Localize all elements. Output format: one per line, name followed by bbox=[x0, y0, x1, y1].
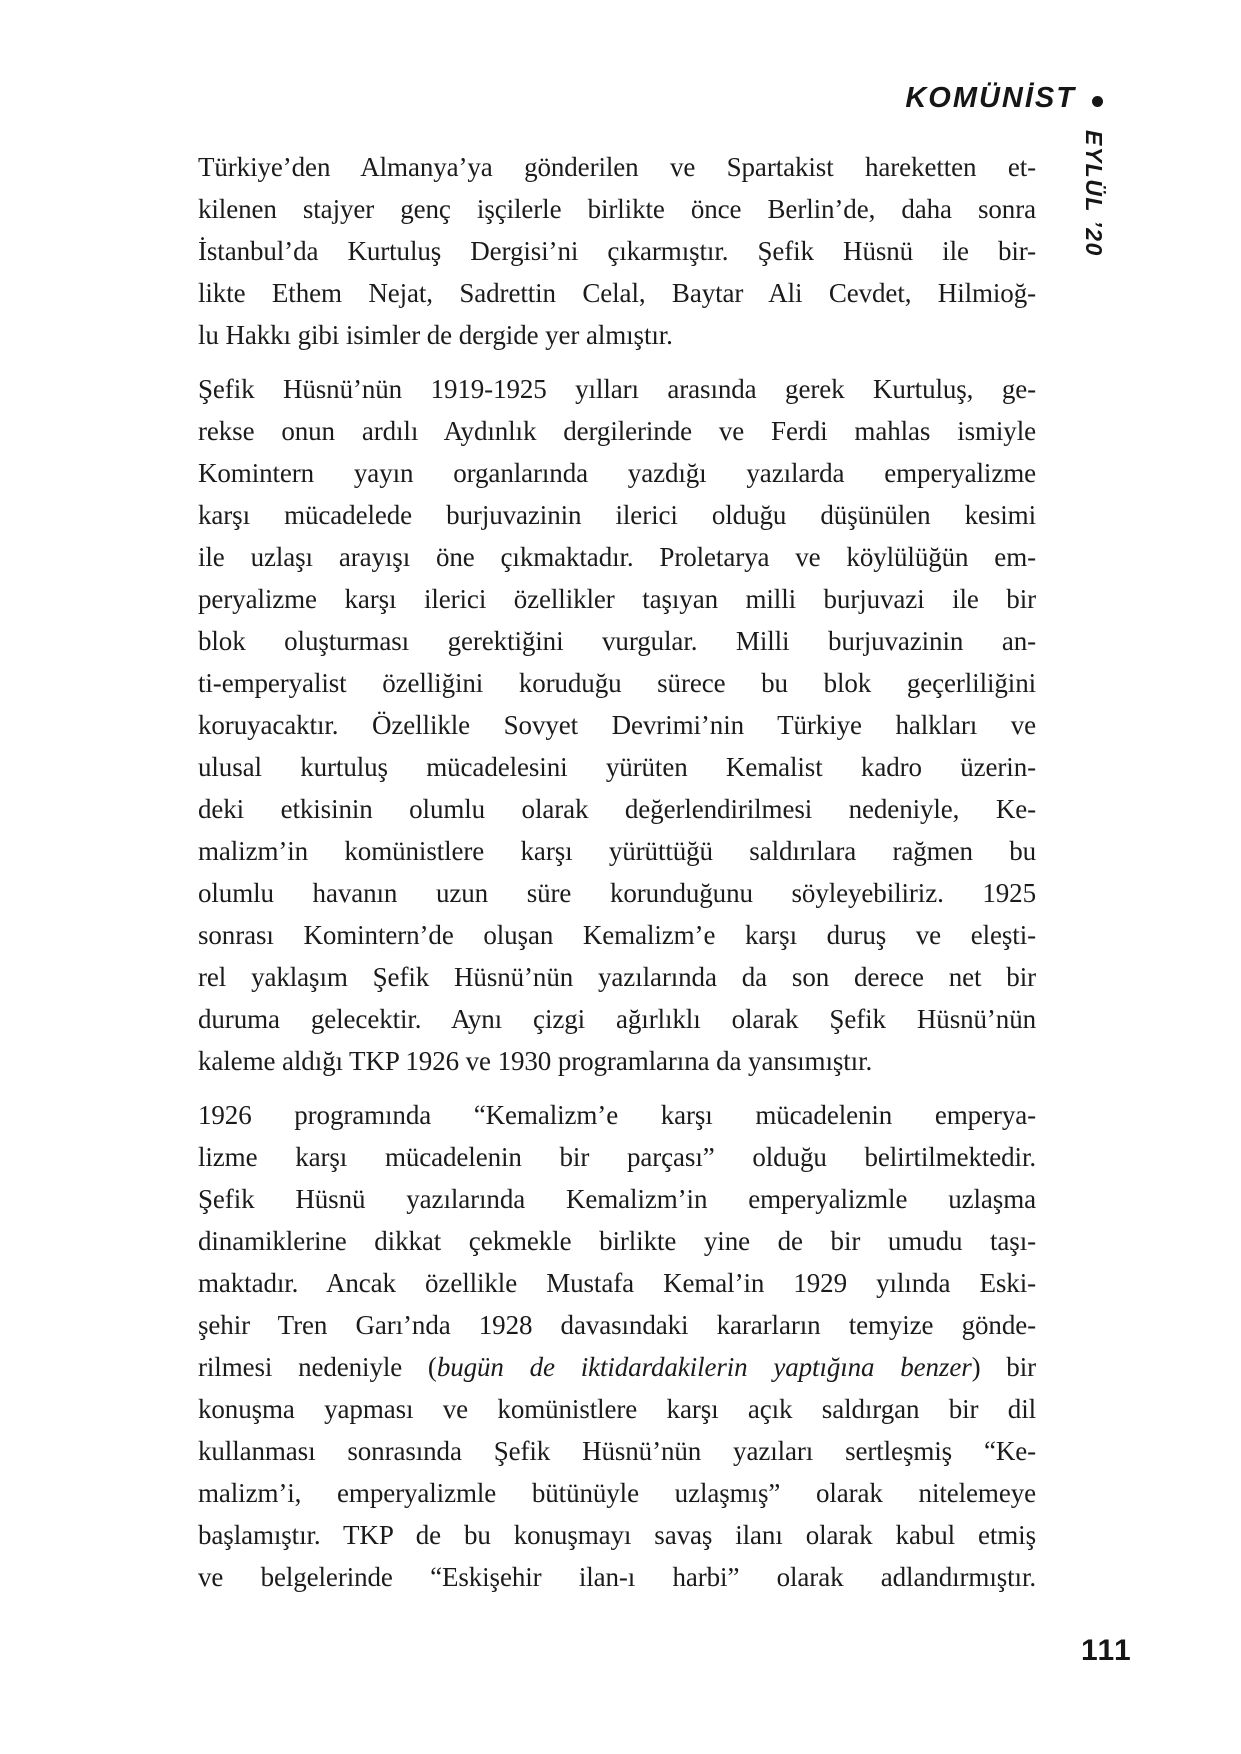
text-segment: ile uzlaşı arayışı öne çıkmaktadır. Proletarya ve köylülüğün em- bbox=[198, 542, 1036, 572]
paragraph bbox=[198, 146, 1036, 356]
text-segment: duruma gelecektir. Aynı çizgi ağırlıklı olarak Şefik Hüsnü’nün bbox=[198, 1004, 1036, 1034]
dot-separator-icon bbox=[1092, 96, 1103, 107]
text-segment: Şefik Hüsnü yazılarında Kemalizm’in emperyalizmle uzlaşma bbox=[198, 1184, 1036, 1214]
text-line bbox=[198, 314, 1036, 356]
text-segment: başlamıştır. TKP de bu konuşmayı savaş ilanı olarak kabul etmiş bbox=[198, 1520, 1036, 1550]
text-segment: sonrası Komintern’de oluşan Kemalizm’e karşı duruş ve eleşti- bbox=[198, 920, 1036, 950]
text-line bbox=[198, 410, 1036, 452]
text-line bbox=[198, 1472, 1036, 1514]
running-head bbox=[905, 84, 1103, 113]
text-segment: rekse onun ardılı Aydınlık dergilerinde ve Ferdi mahlas ismiyle bbox=[198, 416, 1036, 446]
text-segment: ) bir bbox=[971, 1352, 1036, 1382]
text-line bbox=[198, 1388, 1036, 1430]
text-segment: konuşma yapması ve komünistlere karşı açık saldırgan bir dil bbox=[198, 1394, 1036, 1424]
text-segment: lu Hakkı gibi isimler de dergide yer almıştır. bbox=[198, 320, 673, 350]
text-line bbox=[198, 1178, 1036, 1220]
text-line bbox=[198, 494, 1036, 536]
text-line bbox=[198, 1556, 1036, 1598]
paragraph bbox=[198, 1094, 1036, 1598]
text-segment: maktadır. Ancak özellikle Mustafa Kemal’in 1929 yılında Eski- bbox=[198, 1268, 1036, 1298]
text-segment: kullanması sonrasında Şefik Hüsnü’nün yazıları sertleşmiş “Ke- bbox=[198, 1436, 1036, 1466]
text-segment: ve belgelerinde “Eskişehir ilan-ı harbi” olarak adlandırmıştır. bbox=[198, 1562, 1036, 1592]
text-line bbox=[198, 272, 1036, 314]
text-segment: blok oluşturması gerektiğini vurgular. Milli burjuvazinin an- bbox=[198, 626, 1036, 656]
text-line bbox=[198, 620, 1036, 662]
text-line bbox=[198, 956, 1036, 998]
journal-title: KOMÜNİST bbox=[905, 82, 1076, 114]
text-line bbox=[198, 188, 1036, 230]
text-segment: koruyacaktır. Özellikle Sovyet Devrimi’nin Türkiye halkları ve bbox=[198, 710, 1036, 740]
paragraph bbox=[198, 368, 1036, 1082]
text-line bbox=[198, 1094, 1036, 1136]
article-body bbox=[198, 146, 1036, 1610]
text-line bbox=[198, 998, 1036, 1040]
text-line bbox=[198, 368, 1036, 410]
text-segment: malizm’i, emperyalizmle bütünüyle uzlaşmış” olarak nitelemeye bbox=[198, 1478, 1036, 1508]
text-segment: rilmesi nedeniyle ( bbox=[198, 1352, 437, 1382]
text-line bbox=[198, 578, 1036, 620]
page-number: 111 bbox=[1081, 1634, 1133, 1667]
text-line bbox=[198, 1040, 1036, 1082]
text-segment: ti-emperyalist özelliğini koruduğu sürece bu blok geçerliliğini bbox=[198, 668, 1036, 698]
italic-text-segment: bugün de iktidardakilerin yaptığına benzer bbox=[436, 1352, 972, 1382]
text-segment: peryalizme karşı ilerici özellikler taşıyan milli burjuvazi ile bir bbox=[198, 584, 1036, 614]
text-line bbox=[198, 788, 1036, 830]
text-line bbox=[198, 536, 1036, 578]
text-line bbox=[198, 452, 1036, 494]
text-segment: rel yaklaşım Şefik Hüsnü’nün yazılarında da son derece net bir bbox=[198, 962, 1036, 992]
text-line bbox=[198, 704, 1036, 746]
text-line bbox=[198, 1346, 1036, 1388]
text-segment: kaleme aldığı TKP 1926 ve 1930 programlarına da yansımıştır. bbox=[198, 1046, 873, 1076]
text-line bbox=[198, 914, 1036, 956]
text-line bbox=[198, 1304, 1036, 1346]
text-segment: Türkiye’den Almanya’ya gönderilen ve Spartakist hareketten et- bbox=[198, 152, 1036, 182]
text-line bbox=[198, 1220, 1036, 1262]
text-line bbox=[198, 230, 1036, 272]
text-segment: malizm’in komünistlere karşı yürüttüğü saldırılara rağmen bu bbox=[198, 836, 1036, 866]
text-line bbox=[198, 662, 1036, 704]
text-segment: Komintern yayın organlarında yazdığı yazılarda emperyalizme bbox=[198, 458, 1036, 488]
text-line bbox=[198, 746, 1036, 788]
text-line bbox=[198, 830, 1036, 872]
text-line bbox=[198, 146, 1036, 188]
text-segment: 1926 programında “Kemalizm’e karşı mücadelenin emperya- bbox=[198, 1100, 1036, 1130]
text-line bbox=[198, 1514, 1036, 1556]
text-segment: karşı mücadelede burjuvazinin ilerici olduğu düşünülen kesimi bbox=[198, 500, 1036, 530]
text-segment: şehir Tren Garı’nda 1928 davasındaki kararların temyize gönde- bbox=[198, 1310, 1036, 1340]
text-segment: lizme karşı mücadelenin bir parçası” olduğu belirtilmektedir. bbox=[198, 1142, 1036, 1172]
text-line bbox=[198, 1430, 1036, 1472]
text-segment: İstanbul’da Kurtuluş Dergisi’ni çıkarmıştır. Şefik Hüsnü ile bir- bbox=[198, 236, 1036, 266]
text-segment: olumlu havanın uzun süre korunduğunu söyleyebiliriz. 1925 bbox=[198, 878, 1036, 908]
text-segment: likte Ethem Nejat, Sadrettin Celal, Baytar Ali Cevdet, Hilmioğ- bbox=[198, 278, 1036, 308]
text-segment: ulusal kurtuluş mücadelesini yürüten Kemalist kadro üzerin- bbox=[198, 752, 1036, 782]
text-segment: Şefik Hüsnü’nün 1919-1925 yılları arasında gerek Kurtuluş, ge- bbox=[198, 374, 1036, 404]
text-segment: deki etkisinin olumlu olarak değerlendirilmesi nedeniyle, Ke- bbox=[198, 794, 1036, 824]
text-segment: kilenen stajyer genç işçilerle birlikte önce Berlin’de, daha sonra bbox=[198, 194, 1036, 224]
text-segment: dinamiklerine dikkat çekmekle birlikte yine de bir umudu taşı- bbox=[198, 1226, 1036, 1256]
issue-date-vertical-label: EYLÜL ’20 bbox=[1081, 130, 1107, 257]
text-line bbox=[198, 1136, 1036, 1178]
text-line bbox=[198, 872, 1036, 914]
text-line bbox=[198, 1262, 1036, 1304]
